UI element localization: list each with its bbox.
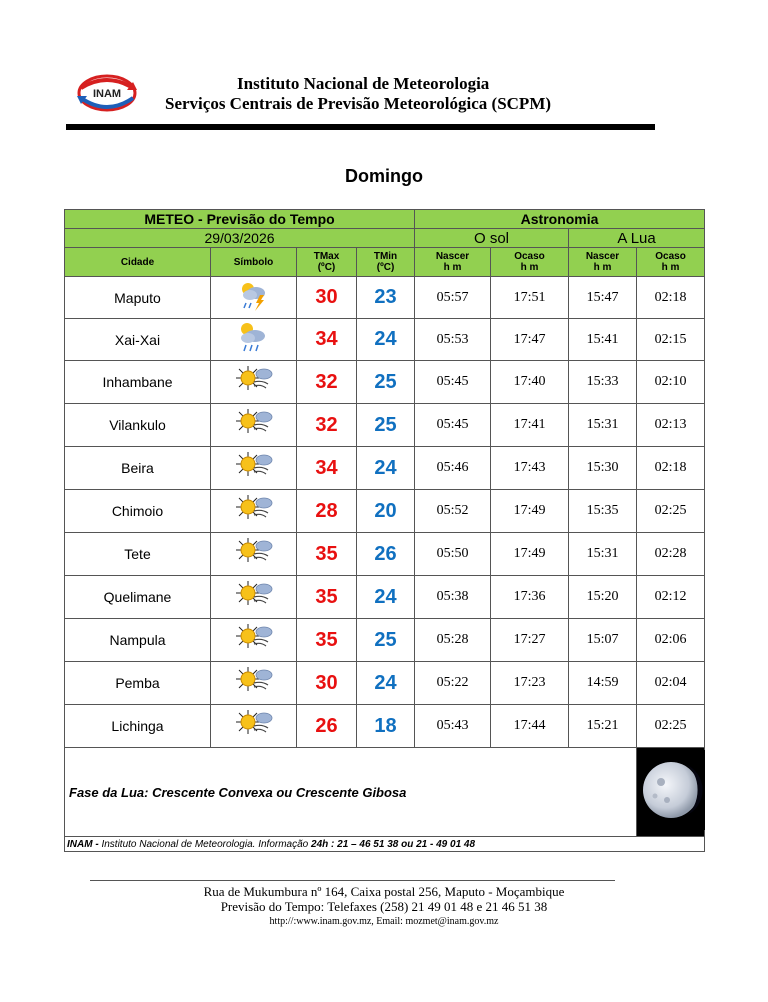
moonrise-cell: 15:30 xyxy=(569,447,637,490)
weather-symbol xyxy=(211,404,297,447)
moonrise-cell: 15:21 xyxy=(569,705,637,748)
sunset-cell: 17:41 xyxy=(491,404,569,447)
moonrise-cell: 15:20 xyxy=(569,576,637,619)
city-cell: Vilankulo xyxy=(65,404,211,447)
tmax-cell: 34 xyxy=(297,319,357,361)
col-symbol: Símbolo xyxy=(211,248,297,277)
moonset-cell: 02:13 xyxy=(637,404,705,447)
col-tmax-label: TMax xyxy=(313,251,340,262)
city-cell: Maputo xyxy=(65,277,211,319)
sunrise-cell: 05:28 xyxy=(415,619,491,662)
astronomy-title: Astronomia xyxy=(415,210,705,229)
col-tmin-label: TMin xyxy=(373,251,398,262)
table-row xyxy=(65,277,705,319)
moonrise-cell: 15:41 xyxy=(569,319,637,361)
table-row xyxy=(65,361,705,404)
weather-symbol xyxy=(211,277,297,319)
sunset-cell: 17:51 xyxy=(491,277,569,319)
weather-symbol xyxy=(211,361,297,404)
moonrise-cell: 15:31 xyxy=(569,533,637,576)
footer-text: Instituto Nacional de Meteorologia. Informação xyxy=(101,838,309,850)
table-row xyxy=(65,490,705,533)
tmin-cell: 20 xyxy=(357,490,415,533)
footer-org: INAM - xyxy=(67,838,99,850)
sunrise-cell: 05:45 xyxy=(415,361,491,404)
sunrise-cell: 05:57 xyxy=(415,277,491,319)
tmax-cell: 30 xyxy=(297,277,357,319)
sunset-cell: 17:49 xyxy=(491,490,569,533)
tmax-cell: 32 xyxy=(297,404,357,447)
forecast-title: METEO - Previsão do Tempo xyxy=(65,210,415,229)
sunset-cell: 17:43 xyxy=(491,447,569,490)
sunrise-cell: 05:38 xyxy=(415,576,491,619)
tmin-cell: 25 xyxy=(357,619,415,662)
moonrise-cell: 15:07 xyxy=(569,619,637,662)
city-cell: Quelimane xyxy=(65,576,211,619)
thunderstorm-icon xyxy=(234,277,274,313)
moon-label: A Lua xyxy=(569,229,705,248)
moonset-cell: 02:15 xyxy=(637,319,705,361)
web-email-line: http://:www.inam.gov.mz, Email: mozmet@inam.gov.mz xyxy=(269,916,499,927)
sun-wind-cloud-icon xyxy=(234,577,274,613)
col-tmin xyxy=(357,248,415,277)
weather-symbol xyxy=(211,662,297,705)
sunrise-cell: 05:46 xyxy=(415,447,491,490)
table-row xyxy=(65,576,705,619)
col-sunset xyxy=(491,248,569,277)
tmin-cell: 26 xyxy=(357,533,415,576)
tmax-cell: 28 xyxy=(297,490,357,533)
col-moonrise-label: Nascer xyxy=(585,251,620,262)
table-row xyxy=(65,705,705,748)
tmax-cell: 34 xyxy=(297,447,357,490)
weather-symbol xyxy=(211,619,297,662)
page-header xyxy=(75,68,635,118)
moonrise-cell: 15:35 xyxy=(569,490,637,533)
sun-wind-cloud-icon xyxy=(234,620,274,656)
moonset-cell: 02:18 xyxy=(637,447,705,490)
tmax-cell: 35 xyxy=(297,533,357,576)
moon-phase: Fase da Lua: Crescente Convexa ou Crescente Gibosa xyxy=(65,748,637,837)
col-sunrise xyxy=(415,248,491,277)
col-tmin-unit: (ºC) xyxy=(376,262,395,273)
city-cell: Beira xyxy=(65,447,211,490)
col-sunset-label: Ocaso xyxy=(514,251,545,262)
city-cell: Xai-Xai xyxy=(65,319,211,361)
table-row xyxy=(65,447,705,490)
col-sunrise-unit: h m xyxy=(443,262,462,273)
address-rule xyxy=(90,880,615,881)
sunset-cell: 17:27 xyxy=(491,619,569,662)
sunset-cell: 17:36 xyxy=(491,576,569,619)
sun-wind-cloud-icon xyxy=(234,706,274,742)
city-cell: Inhambane xyxy=(65,361,211,404)
col-city: Cidade xyxy=(65,248,211,277)
sun-wind-cloud-icon xyxy=(234,362,274,398)
weather-symbol xyxy=(211,490,297,533)
footer-phones: 24h : 21 – 46 51 38 ou 21 - 49 01 48 xyxy=(311,838,476,850)
address-line: Rua de Mukumbura nº 164, Caixa postal 256, Maputo - Moçambique xyxy=(203,884,565,899)
moonrise-cell: 15:47 xyxy=(569,277,637,319)
header-rule xyxy=(66,124,655,130)
weather-symbol xyxy=(211,447,297,490)
moonrise-cell: 14:59 xyxy=(569,662,637,705)
footer-note xyxy=(65,837,705,852)
tmin-cell: 23 xyxy=(357,277,415,319)
tmin-cell: 24 xyxy=(357,447,415,490)
tmin-cell: 24 xyxy=(357,319,415,361)
weather-symbol xyxy=(211,319,297,361)
moon-phase-image xyxy=(637,748,705,837)
table-row xyxy=(65,533,705,576)
institute-name: Instituto Nacional de Meteorologia xyxy=(237,74,490,93)
col-sunrise-label: Nascer xyxy=(435,251,470,262)
phone-line: Previsão do Tempo: Telefaxes (258) 21 49 01 48 e 21 46 51 38 xyxy=(220,899,548,914)
weather-symbol xyxy=(211,705,297,748)
tmax-cell: 30 xyxy=(297,662,357,705)
sun-wind-cloud-icon xyxy=(234,663,274,699)
rain-showers-icon xyxy=(234,319,274,355)
city-cell: Tete xyxy=(65,533,211,576)
tmax-cell: 35 xyxy=(297,619,357,662)
moonset-cell: 02:25 xyxy=(637,705,705,748)
sunrise-cell: 05:22 xyxy=(415,662,491,705)
logo-text: INAM xyxy=(92,88,122,100)
table-row xyxy=(65,619,705,662)
tmax-cell: 32 xyxy=(297,361,357,404)
city-cell: Chimoio xyxy=(65,490,211,533)
sunset-cell: 17:44 xyxy=(491,705,569,748)
tmin-cell: 18 xyxy=(357,705,415,748)
sun-label: O sol xyxy=(415,229,569,248)
forecast-date: 29/03/2026 xyxy=(65,229,415,248)
col-moonrise xyxy=(569,248,637,277)
moonset-cell: 02:12 xyxy=(637,576,705,619)
tmin-cell: 24 xyxy=(357,662,415,705)
city-cell: Pemba xyxy=(65,662,211,705)
city-cell: Lichinga xyxy=(65,705,211,748)
sun-wind-cloud-icon xyxy=(234,534,274,570)
sunrise-cell: 05:52 xyxy=(415,490,491,533)
col-moonset-label: Ocaso xyxy=(655,251,686,262)
tmax-cell: 26 xyxy=(297,705,357,748)
moonset-cell: 02:10 xyxy=(637,361,705,404)
day-title: Domingo xyxy=(345,166,423,186)
col-sunset-unit: h m xyxy=(520,262,539,273)
moonset-cell: 02:28 xyxy=(637,533,705,576)
tmin-cell: 25 xyxy=(357,404,415,447)
sunset-cell: 17:47 xyxy=(491,319,569,361)
sun-wind-cloud-icon xyxy=(234,448,274,484)
weather-symbol xyxy=(211,533,297,576)
sunrise-cell: 05:50 xyxy=(415,533,491,576)
sunset-cell: 17:49 xyxy=(491,533,569,576)
service-name: Serviços Centrais de Previsão Meteorológica (SCPM) xyxy=(165,94,552,113)
sunrise-cell: 05:43 xyxy=(415,705,491,748)
city-cell: Nampula xyxy=(65,619,211,662)
sunrise-cell: 05:45 xyxy=(415,404,491,447)
moonset-cell: 02:18 xyxy=(637,277,705,319)
moonset-cell: 02:06 xyxy=(637,619,705,662)
forecast-table xyxy=(64,209,705,852)
inam-logo xyxy=(75,72,139,114)
sun-wind-cloud-icon xyxy=(234,405,274,441)
table-row xyxy=(65,662,705,705)
col-moonset xyxy=(637,248,705,277)
moonrise-cell: 15:31 xyxy=(569,404,637,447)
tmin-cell: 24 xyxy=(357,576,415,619)
sun-wind-cloud-icon xyxy=(234,491,274,527)
col-tmax-unit: (ºC) xyxy=(317,262,336,273)
col-moonrise-unit: h m xyxy=(593,262,612,273)
moonset-cell: 02:04 xyxy=(637,662,705,705)
col-tmax xyxy=(297,248,357,277)
weather-symbol xyxy=(211,576,297,619)
col-moonset-unit: h m xyxy=(661,262,680,273)
tmin-cell: 25 xyxy=(357,361,415,404)
address-block xyxy=(0,884,768,929)
table-row xyxy=(65,319,705,361)
moonrise-cell: 15:33 xyxy=(569,361,637,404)
forecast-rows xyxy=(65,277,705,748)
table-row xyxy=(65,404,705,447)
sunset-cell: 17:23 xyxy=(491,662,569,705)
sunset-cell: 17:40 xyxy=(491,361,569,404)
moon-icon xyxy=(637,750,705,830)
sunrise-cell: 05:53 xyxy=(415,319,491,361)
moonset-cell: 02:25 xyxy=(637,490,705,533)
tmax-cell: 35 xyxy=(297,576,357,619)
